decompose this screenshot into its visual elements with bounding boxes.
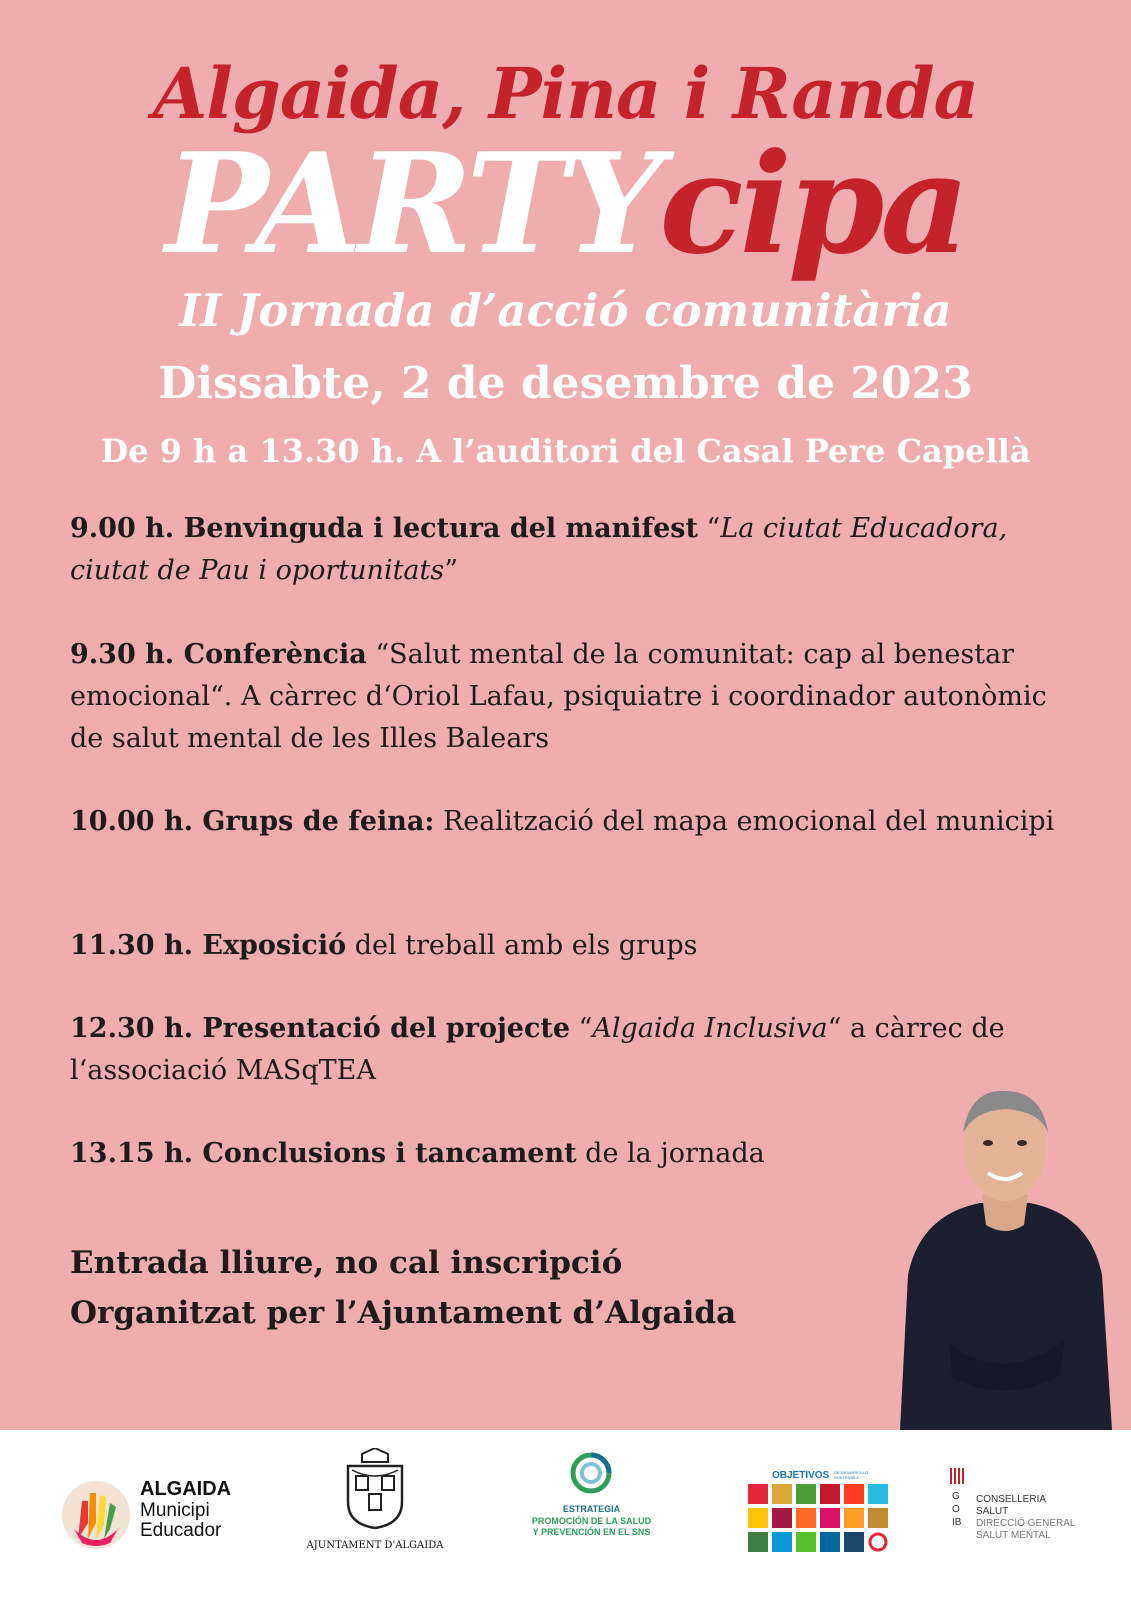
program-item: 12.30 h. Presentació del projecte “Algaida Inclusiva“ a càrrec de l‘associació MASqTEA <box>70 1013 1005 1086</box>
hand-globe-icon <box>60 1479 132 1551</box>
ods-goals-grid-icon <box>748 1484 888 1562</box>
program-item: 10.00 h. Grups de feina: Realització del mapa emocional del municipi <box>70 806 1055 837</box>
program-item: 13.15 h. Conclusions i tancament de la jornada <box>70 1138 765 1169</box>
event-time-place: De 9 h a 13.30 h. A l’auditori del Casal Pere Capellà <box>100 432 1031 470</box>
event-date: Dissabte, 2 de desembre de 2023 <box>158 358 973 409</box>
title-party: PARTY <box>165 122 660 285</box>
speaker-photo <box>890 1085 1120 1430</box>
estrategia-promocion-salud-logo: ESTRATEGIA PROMOCIÓN DE LA SALUD Y PREVENCIÓN EN EL SNS <box>524 1452 659 1562</box>
ajuntament-algaida-logo: AJUNTAMENT D'ALGAIDA <box>305 1448 445 1568</box>
organizer-note: Organitzat per l’Ajuntament d’Algaida <box>70 1295 737 1331</box>
title-partycipa <box>0 122 1131 285</box>
algaida-municipi-educador-logo: ALGAIDA Municipi Educador <box>60 1475 250 1555</box>
program-item: 11.30 h. Exposició del treball amb els grups <box>70 930 698 961</box>
ods-objetivos-logo: OBJETIVOS DE DESARROLLO SOSTENIBLE <box>748 1470 893 1570</box>
subtitle: II Jornada d’acció comunitària <box>179 284 952 337</box>
title-line-1: Algaida, Pina i Randa <box>153 52 978 135</box>
free-entry-note: Entrada lliure, no cal inscripció <box>70 1245 623 1281</box>
footer-logos <box>0 1430 1131 1600</box>
program-item: 9.00 h. Benvinguda i lectura del manifest “La ciutat Educadora, ciutat de Pau i oportunitats” <box>70 513 1008 586</box>
title-cipa: cipa <box>659 122 966 285</box>
goib-conselleria-salut-logo: GOIB CONSELLERIA SALUT DIRECCIÓ GENERAL SALUT MENTAL <box>950 1468 1090 1568</box>
program-item: 9.30 h. Conferència “Salut mental de la comunitat: cap al benestar emocional“. A càrrec d‘Oriol Lafau, psiquiatre i coordinador autonòmic de salut mental de les Illes Balears <box>70 639 1047 754</box>
swirl-icon <box>570 1452 612 1494</box>
coat-of-arms-icon <box>342 1448 408 1530</box>
goib-stripes-icon <box>950 1468 964 1484</box>
